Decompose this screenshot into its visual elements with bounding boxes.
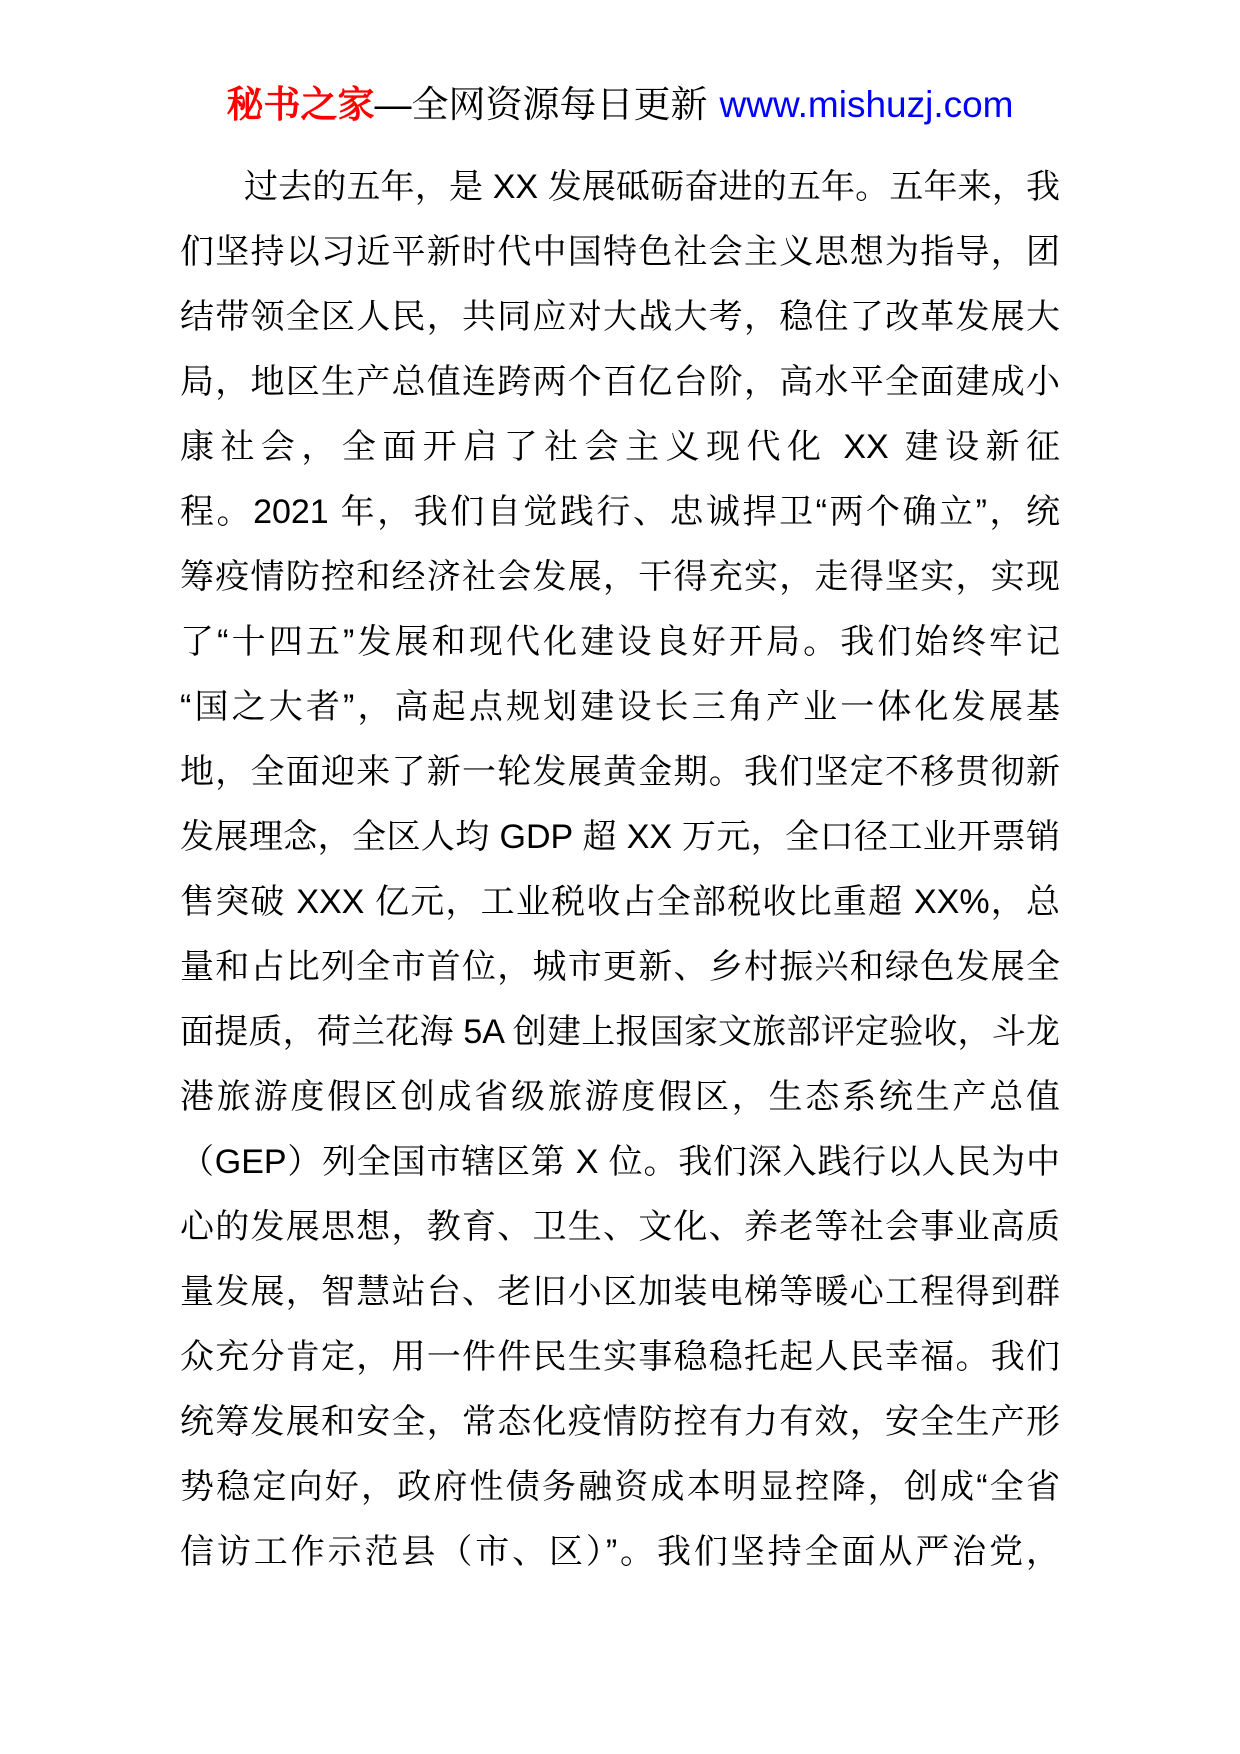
paragraph-line: 众充分肯定，用一件件民生实事稳稳托起人民幸福。我们 <box>180 1337 1060 1376</box>
paragraph-line: 发展理念，全区人均 GDP 超 XX 万元，全口径工业开票销 <box>180 817 1060 856</box>
paragraph-line: 面提质，荷兰花海 5A 创建上报国家文旅部评定验收，斗龙 <box>180 1012 1060 1051</box>
paragraph-line: 筹疫情防控和经济社会发展，干得充实，走得坚实，实现 <box>180 557 1060 596</box>
paragraph-line: 量发展，智慧站台、老旧小区加装电梯等暖心工程得到群 <box>180 1272 1060 1311</box>
paragraph-line: 程。2021 年，我们自觉践行、忠诚捍卫“两个确立”，统 <box>180 492 1060 531</box>
site-brand: 秘书之家 <box>226 84 375 125</box>
paragraph-line: 售突破 XXX 亿元，工业税收占全部税收比重超 XX%，总 <box>180 882 1060 921</box>
site-tagline: 全网资源每日更新 <box>411 84 708 125</box>
paragraph-line: 了“十四五”发展和现代化建设良好开局。我们始终牢记 <box>180 622 1060 661</box>
paragraph-line: 局，地区生产总值连跨两个百亿台阶，高水平全面建成小 <box>180 362 1060 401</box>
paragraph-line: 信访工作示范县（市、区）”。我们坚持全面从严治党， <box>180 1532 1060 1571</box>
paragraph-line: 心的发展思想，教育、卫生、文化、养老等社会事业高质 <box>180 1207 1060 1246</box>
header-dash: — <box>374 84 412 125</box>
paragraph-line: 势稳定向好，政府性债务融资成本明显控降，创成“全省 <box>180 1467 1060 1506</box>
paragraph-line: 结带领全区人民，共同应对大战大考，稳住了改革发展大 <box>180 297 1060 336</box>
paragraph-line: 们坚持以习近平新时代中国特色社会主义思想为指导，团 <box>180 232 1060 271</box>
paragraph-line: （GEP）列全国市辖区第 X 位。我们深入践行以人民为中 <box>180 1142 1060 1181</box>
paragraph-line: 地，全面迎来了新一轮发展黄金期。我们坚定不移贯彻新 <box>180 752 1060 791</box>
paragraph-line: 港旅游度假区创成省级旅游度假区，生态系统生产总值 <box>180 1077 1060 1116</box>
paragraph-line: 康社会，全面开启了社会主义现代化 XX 建设新征 <box>180 427 1060 466</box>
site-url-link[interactable]: www.mishuzj.com <box>719 84 1014 125</box>
paragraph-line: “国之大者”，高起点规划建设长三角产业一体化发展基 <box>180 687 1060 726</box>
document-body <box>180 155 1060 1585</box>
paragraph-line: 统筹发展和安全，常态化疫情防控有力有效，安全生产形 <box>180 1402 1060 1441</box>
paragraph-line: 过去的五年，是 XX 发展砥砺奋进的五年。五年来，我 <box>244 167 1060 206</box>
paragraph-line: 量和占比列全市首位，城市更新、乡村振兴和绿色发展全 <box>180 947 1060 986</box>
site-header <box>0 0 1240 127</box>
